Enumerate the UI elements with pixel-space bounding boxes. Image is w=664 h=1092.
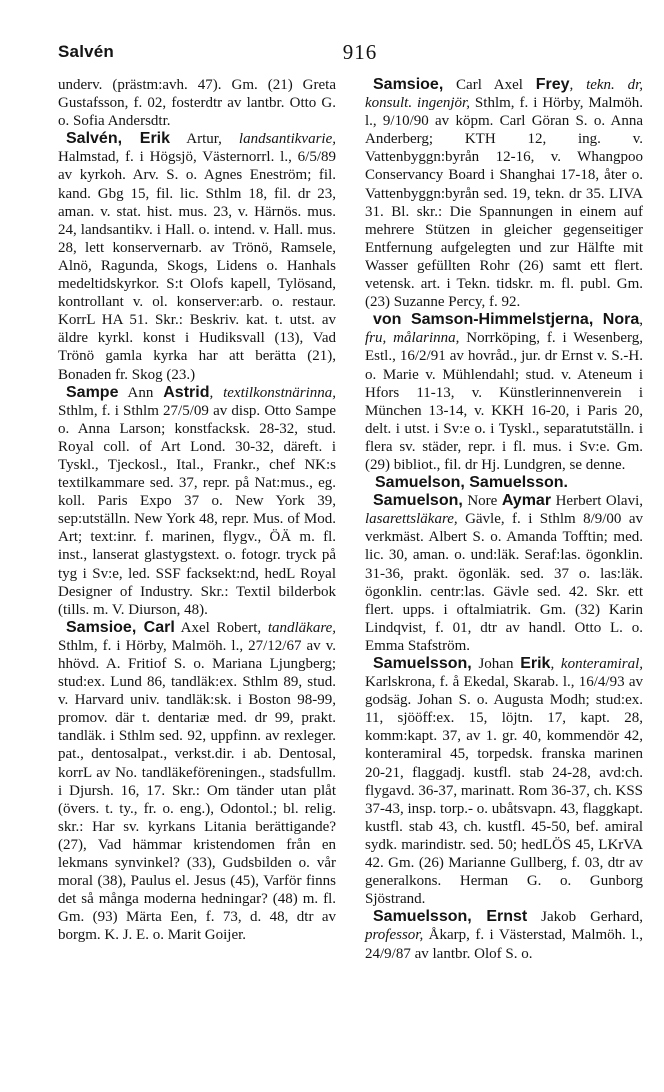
entry-occupation: , konteramiral, xyxy=(550,656,644,672)
entry-headword: Sampe xyxy=(66,383,119,401)
running-head-word: Salvén xyxy=(58,42,115,61)
entry-continued xyxy=(58,76,336,130)
entry-samuelsson-erik xyxy=(365,655,643,908)
section-heading: Samuelson, Samuelsson. xyxy=(375,474,568,492)
entry-samsioe-frey xyxy=(365,76,643,311)
entry-headword-given: Erik xyxy=(520,655,551,672)
entry-samuelson-aymar xyxy=(365,492,643,655)
entry-samuelsson-ernst xyxy=(365,908,643,962)
left-column xyxy=(58,76,336,945)
entry-body: Halmstad, f. i Högsjö, Västernorrl. l., 6/5/89 av kyrkoh. Arv. S. o. Agnes Eneström; fil. kand. Gbg 15, fil. lic. Sthlm 18, fil. dr 23, aman. v. stat. hist. mus. 23, v. Härnös. mus. 24, landsantikv. i Hall. o. intend. v. Hall. mus. 28, lett konservernarb. av Trönö, Ramsele, Alnö, Ragunda, Skogs, Lidens o. Hanhals medeltidskyrkor. S:t Olofs kapell, Tylösand, kontrollant v. ol. konserver:arb. o. restaur. KorrL HA 51. Skr.: Beskriv. kat. t. utst. av äldre kyrkl. konst i Hudiksvall (13), Vad Trönö gamla kyrka har att berätta (21), Bonaden fr. Skog (23.) xyxy=(58,149,336,383)
entry-given-names: Artur, xyxy=(170,131,239,148)
entry-body: Sthlm, f. i Hörby, Malmöh. l., 27/12/67 av v. hhövd. A. Fritiof S. o. Mariana Ljungberg; stud:ex. Lund 86, tandläk:ex. Sthlm 89, stud. v. Harvard univ. tandläk:sk. i Boston 98-99, promov. där t. dentariæ med. dr 99, prakt. tandläk. i Sthlm sed. 92, uppfinn. av rexleger. pat., dentosalpat., verkst.dir. i ab. Dentosal, korrL av No. tandläkeföreningen., stadsfullm. i Djursh. 16, 17. Skr.: Om tänder utan plåt (övers. t. ty., fr. o. eng.), Odontol.; bl. relig. skr.: Har sv. kyrkans Litania berättigande? (27), Vad hämmar kristendomen från en lekmans synvinkel? (33), Gudsbilden o. vår moral (38), Paulus el. Jesus (45), Varför finns det så många moderna hedningar? (48) m. fl. Gm. (93) Märta Een, f. 73, d. 48, dtr av borgm. K. J. E. o. Marit Goijer. xyxy=(58,637,336,944)
entry-body: Karlskrona, f. å Ekedal, Skarab. l., 16/4/93 av godsäg. Johan S. o. Augusta Modh; stud:ex. 11, sjööff:ex. 15, löjtn. 17, kapt. 28, komm:kapt. 37, av 1. gr. 40, kommendör 42, konteramiral 45, torpedsk. franska marinen 20-21, flaggadj. kustfl. stab 24-28, avd:ch. flygavd. 36-37, marinatt. Rom 36-37, ch. KSS 37-43, insp. torp.- o. ubåtsvapn. 43, flaggkapt. kustfl. stab 43, ch. kustfl. 45-50, bef. amiral sydk. marindistr. sed. 50; hedLÖS 45, LKrVA 42. Gm. (26) Marianne Gullberg, f. 03, dtr av generalkons. Herman G. o. Gunborg Sjöstrand. xyxy=(365,674,643,908)
entry-body: underv. (prästm:avh. 47). Gm. (21) Greta Gustafsson, f. 02, fosterdtr av lantbr. Otto G. o. Sofia Andersdtr. xyxy=(58,77,336,130)
page-number: 916 xyxy=(342,40,378,64)
entry-occupation: professor, xyxy=(365,927,424,944)
entry-occupation: lasarettsläkare, xyxy=(365,511,458,528)
entry-headword: Samuelsson, xyxy=(373,655,472,672)
entry-given-names: Axel Robert, xyxy=(174,619,268,636)
entry-salven-erik xyxy=(58,130,336,383)
entry-given-names-2: Herbert Olavi, xyxy=(551,493,643,510)
entry-occupation: landsantikvarie, xyxy=(238,131,336,148)
entry-body: Sthlm, f. i Hörby, Malmöh. l., 9/10/90 av köpm. Carl Göran S. o. Anna Anderberg; KTH 12, ing. v. Vattenbyggn:byrån 12-16, v. Whangpoo Conservancy Board i Shanghai 17-18, åter o. Vattenbyggn:byrån sed. 19, tekn. dr 35. LIVA 31. Bl. skr.: Die Spannungen in einem auf mehrere Stützen in gleicher gegenseitiger Entfernung aufgelegten und zur Hälfte mit Wasser gefüllten Rohr (26) samt ett flert. vetensk. art. i Tekn. tidskr. m. fl. publ. Gm. (23) Suzanne Percy, f. 92. xyxy=(365,95,643,311)
entry-headword: Samuelson, xyxy=(373,492,463,510)
entry-given-names: Ann xyxy=(118,384,164,401)
section-heading-samuelson xyxy=(365,474,643,492)
entry-samsioe-carl xyxy=(58,619,336,945)
entry-occupation: , textilkonstnärinna, xyxy=(209,384,336,401)
entry-headword: Salvén, Erik xyxy=(66,130,171,148)
entry-given-names: Nore xyxy=(462,493,502,510)
entry-headword: Samsioe, Carl xyxy=(66,618,175,636)
entry-occupation: , tekn. dr, konsult. ingenjör, xyxy=(365,77,643,112)
entry-headword: Samuelsson, Ernst xyxy=(373,908,528,926)
entry-headword: von Samson-Himmelstjerna, Nora xyxy=(373,311,640,329)
entry-headword: Samsioe, xyxy=(373,76,444,93)
entry-headword-given: Aymar xyxy=(501,492,552,510)
running-head xyxy=(0,38,664,68)
entry-sampe-astrid xyxy=(58,384,336,619)
entry-body: Norrköping, f. i Wesenberg, Estl., 16/2/91 av hovråd., jur. dr Ernst v. S.-H. o. Marie v. Mühlendahl; stud. v. Ateneum i Hfors 11-13, v. Künstlerinnenverein i München 13-14, v. KKH 16-20, i Paris 20, delt. i utst. i Sv:e o. i Tyskl., separatutställn. i flera sv. städer, repr. i fl. mus. i Sv:e. Gm. (29) bibliot., fil. dr Hj. Lundgren, se denne. xyxy=(365,330,644,473)
entry-given-names: Carl Axel xyxy=(443,77,536,93)
entry-body: Åkarp, f. i Västerstad, Malmöh. l., 24/9/87 av lantbr. Olof S. o. xyxy=(365,927,643,962)
entry-occupation: tandläkare, xyxy=(267,619,337,636)
entry-body: Sthlm, f. i Sthlm 27/5/09 av disp. Otto Sampe o. Anna Larson; konstfacksk. 28-32, stud. Royal coll. of Art Lond. 30-32, däreft. i Tyskl., Tjeckosl., Ital., Frankr., chef NK:s textilkammare sed. 37, repr. på Nat:mus., eg. koll. Paris Expo 37 o. New York 39, sep:utställn. New York 48, repr. Mus. of Mod. Art; text:inr. f. marinen, flygv., ÖÄ m. fl. inst., lanserat glastygstext. o. fotogr. tryck på tyg i Sv:e, led. SSF facksekt:nd, hedL Royal Designer of Industry. Skr.: Textil bilderbok (tills. m. V. Diurson, 48). xyxy=(58,402,336,618)
entry-occupation: fru, målarinna, xyxy=(365,330,460,347)
entry-given-names: , xyxy=(639,312,643,329)
entry-headword-given: Astrid xyxy=(163,383,210,401)
entry-body: Gävle, f. i Sthlm 8/9/00 av verkmäst. Albert S. o. Amanda Tofftin; med. lic. 30, aman. o. und:läk. Seraf:las. ögonklin. 31-36, prakt. ögonläk. sed. 37 o. las:läk. ögonklin. centr:las. Gävle sed. 42. Skr. ett flert. upps. i oftalmiatrik. Gm. (32) Karin Lindqvist, f. 01, dtr av handl. Otto L. o. Emma Stafström. xyxy=(365,511,643,654)
right-column xyxy=(365,76,643,963)
entry-given-names: Jakob Gerhard, xyxy=(527,909,643,926)
entry-headword-given: Frey xyxy=(535,76,570,93)
entry-given-names: Johan xyxy=(471,656,521,672)
entry-von-samson-himmelstjerna xyxy=(365,311,643,474)
